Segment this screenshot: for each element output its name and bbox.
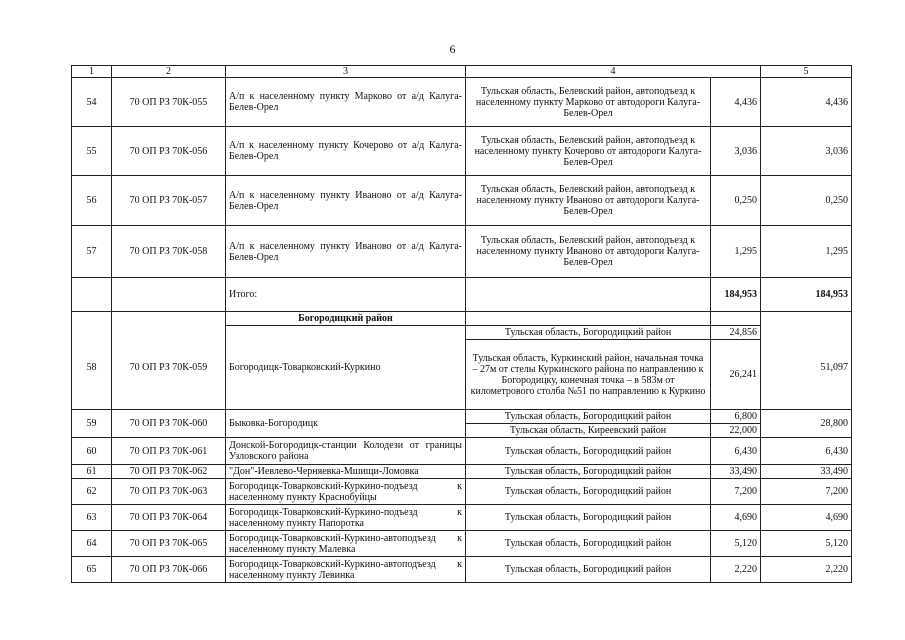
total-length: 184,953 (711, 278, 761, 312)
road-total: 2,220 (761, 557, 852, 583)
road-code: 70 ОП РЗ 70К-059 (112, 326, 226, 410)
road-name: Богородицк-Товарковский-Куркино-автоподъезд к населенному пункту Левинка (226, 557, 466, 583)
road-name: Богородицк-Товарковский-Куркино-подъезд к населенному пункту Краснобуйцы (226, 479, 466, 505)
road-total: 6,430 (761, 438, 852, 465)
row-number: 55 (72, 127, 112, 176)
road-code: 70 ОП РЗ 70К-066 (112, 557, 226, 583)
road-name: А/п к населенному пункту Иваново от а/д Калуга-Белев-Орел (226, 226, 466, 278)
road-length: 5,120 (711, 531, 761, 557)
road-name: А/п к населенному пункту Кочерово от а/д Калуга-Белев-Орел (226, 127, 466, 176)
road-total: 4,436 (761, 78, 852, 127)
row-number: 60 (72, 438, 112, 465)
road-name: Быковка-Богородицк (226, 410, 466, 438)
header-col-5: 5 (761, 66, 852, 78)
road-length: 24,856 (711, 326, 761, 340)
road-code: 70 ОП РЗ 70К-065 (112, 531, 226, 557)
road-location: Тульская область, Богородицкий район (466, 531, 711, 557)
table-row (72, 78, 852, 127)
road-location: Тульская область, Богородицкий район (466, 410, 711, 424)
row-number: 54 (72, 78, 112, 127)
page-number: 6 (449, 42, 456, 56)
header-col-1: 1 (72, 66, 112, 78)
header-col-2: 2 (112, 66, 226, 78)
road-code: 70 ОП РЗ 70К-062 (112, 465, 226, 479)
road-location: Тульская область, Богородицкий район (466, 479, 711, 505)
road-name: А/п к населенному пункту Иваново от а/д Калуга-Белев-Орел (226, 176, 466, 226)
road-name: А/п к населенному пункту Марково от а/д Калуга-Белев-Орел (226, 78, 466, 127)
table-row (72, 176, 852, 226)
table-row (72, 326, 852, 340)
road-code: 70 ОП РЗ 70К-063 (112, 479, 226, 505)
road-name: Богородицк-Товарковский-Куркино-подъезд к населенному пункту Папоротка (226, 505, 466, 531)
road-length: 6,800 (711, 410, 761, 424)
table-row (72, 410, 852, 424)
road-name: "Дон"-Иевлево-Черняевка-Мшищи-Ломовка (226, 465, 466, 479)
road-length: 2,220 (711, 557, 761, 583)
road-length: 7,200 (711, 479, 761, 505)
road-location: Тульская область, Богородицкий район (466, 438, 711, 465)
road-location: Тульская область, Белевский район, автоподъезд к населенному пункту Кочерово от автодороги Калуга-Белев-Орел (466, 127, 711, 176)
row-number: 59 (72, 410, 112, 438)
road-total: 0,250 (761, 176, 852, 226)
road-location: Тульская область, Белевский район, автоподъезд к населенному пункту Иваново от автодороги Калуга-Белев-Орел (466, 226, 711, 278)
road-length: 4,436 (711, 78, 761, 127)
road-length: 3,036 (711, 127, 761, 176)
road-location: Тульская область, Киреевский район (466, 424, 711, 438)
header-col-3: 3 (226, 66, 466, 78)
row-number: 56 (72, 176, 112, 226)
district-title: Богородицкий район (226, 312, 466, 326)
table-row (72, 438, 852, 465)
row-number: 63 (72, 505, 112, 531)
row-number: 64 (72, 531, 112, 557)
road-location: Тульская область, Богородицкий район (466, 505, 711, 531)
road-location: Тульская область, Куркинский район, начальная точка – 27м от стелы Куркинского района по направлению к Богородицку, конечная точка – в 583м от километрового столба №51 по направлению к Куркино (466, 340, 711, 410)
row-number: 58 (72, 326, 112, 410)
total-row (72, 278, 852, 312)
road-total: 1,295 (761, 226, 852, 278)
road-name: Богородицк-Товарковский-Куркино-автоподъезд к населенному пункту Малевка (226, 531, 466, 557)
road-code: 70 ОП РЗ 70К-055 (112, 78, 226, 127)
road-total: 4,690 (761, 505, 852, 531)
road-length: 6,430 (711, 438, 761, 465)
road-location: Тульская область, Богородицкий район (466, 326, 711, 340)
table-row (72, 226, 852, 278)
road-code: 70 ОП РЗ 70К-056 (112, 127, 226, 176)
road-location: Тульская область, Белевский район, автоподъезд к населенному пункту Иваново от автодороги Калуга-Белев-Орел (466, 176, 711, 226)
road-length: 33,490 (711, 465, 761, 479)
table-row (72, 505, 852, 531)
row-number: 62 (72, 479, 112, 505)
table-row (72, 465, 852, 479)
table-row (72, 127, 852, 176)
road-length: 0,250 (711, 176, 761, 226)
road-length: 4,690 (711, 505, 761, 531)
road-location: Тульская область, Белевский район, автоподъезд к населенному пункту Марково от автодороги Калуга-Белев-Орел (466, 78, 711, 127)
road-total: 33,490 (761, 465, 852, 479)
road-code: 70 ОП РЗ 70К-064 (112, 505, 226, 531)
district-header-row (72, 312, 852, 326)
total-label: Итого: (226, 278, 466, 312)
header-col-4: 4 (466, 66, 761, 78)
roads-table (71, 65, 852, 583)
road-total: 3,036 (761, 127, 852, 176)
header-row (72, 66, 852, 78)
road-name: Богородицк-Товарковский-Куркино (226, 326, 466, 410)
road-code: 70 ОП РЗ 70К-060 (112, 410, 226, 438)
row-number: 61 (72, 465, 112, 479)
road-length: 1,295 (711, 226, 761, 278)
road-name: Донской-Богородицк-станции Колодези от границы Узловского района (226, 438, 466, 465)
table-row (72, 557, 852, 583)
table-row (72, 479, 852, 505)
road-code: 70 ОП РЗ 70К-058 (112, 226, 226, 278)
row-number: 65 (72, 557, 112, 583)
road-length: 26,241 (711, 340, 761, 410)
road-total: 7,200 (761, 479, 852, 505)
table-row (72, 531, 852, 557)
road-total: 28,800 (761, 410, 852, 438)
road-code: 70 ОП РЗ 70К-061 (112, 438, 226, 465)
road-length: 22,000 (711, 424, 761, 438)
road-total: 5,120 (761, 531, 852, 557)
road-location: Тульская область, Богородицкий район (466, 465, 711, 479)
row-number: 57 (72, 226, 112, 278)
road-code: 70 ОП РЗ 70К-057 (112, 176, 226, 226)
road-location: Тульская область, Богородицкий район (466, 557, 711, 583)
total-sum: 184,953 (761, 278, 852, 312)
road-total: 51,097 (761, 326, 852, 410)
